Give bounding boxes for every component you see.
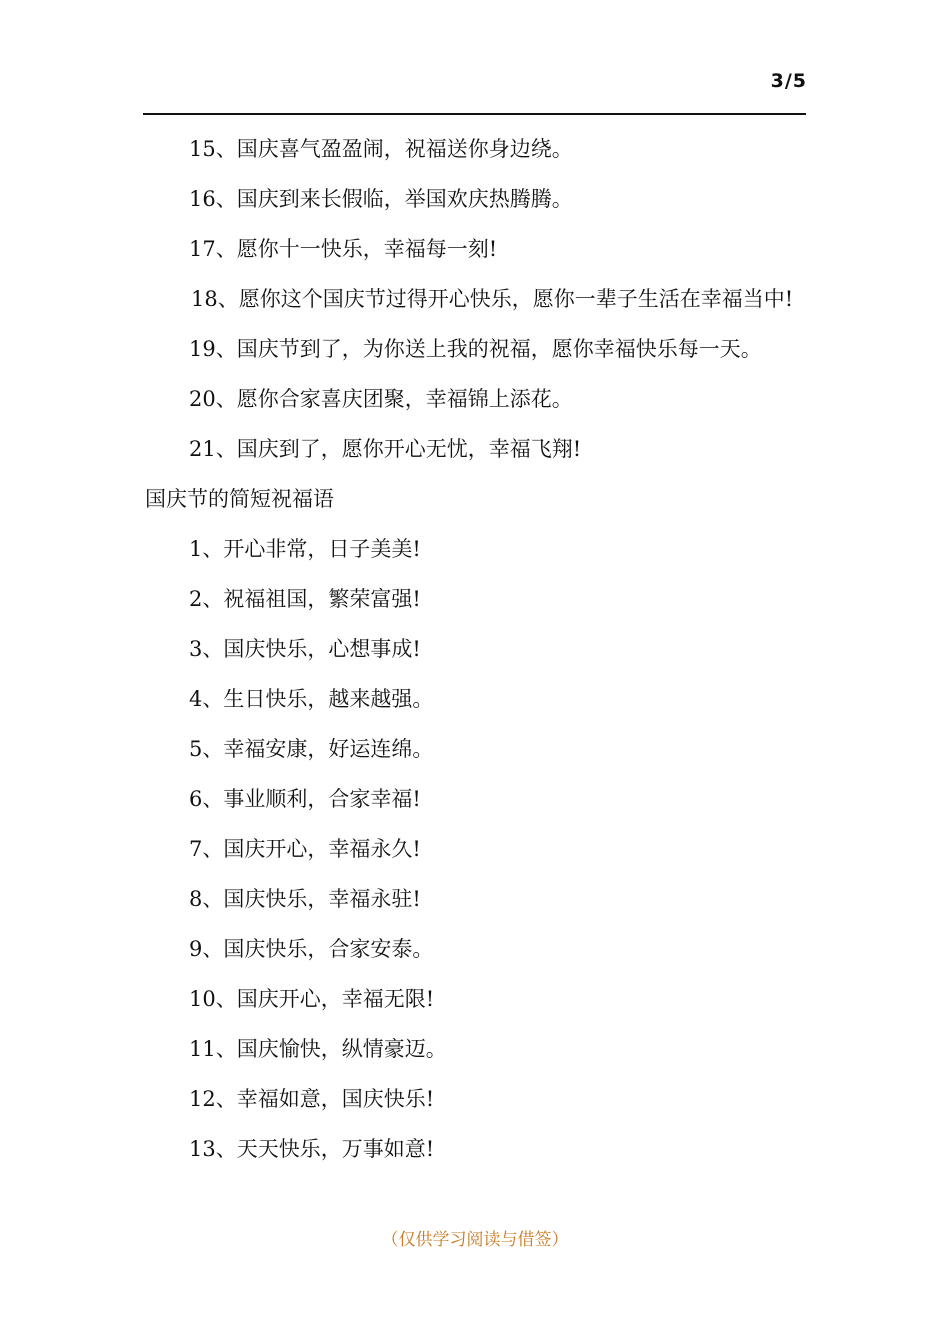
list-item: 8、国庆快乐，幸福永驻! — [189, 887, 421, 911]
list-item: 12、幸福如意，国庆快乐! — [189, 1087, 435, 1111]
list-item: 19、国庆节到了，为你送上我的祝福，愿你幸福快乐每一天。 — [189, 337, 762, 361]
header-divider — [143, 113, 806, 115]
list-item: 5、幸福安康，好运连绵。 — [189, 737, 434, 761]
list-item: 2、祝福祖国，繁荣富强! — [189, 587, 421, 611]
list-item: 9、国庆快乐，合家安泰。 — [189, 937, 434, 961]
page-number: 3/5 — [770, 70, 807, 92]
list-item: 15、国庆喜气盈盈闹，祝福送你身边绕。 — [189, 137, 573, 161]
list-item: 10、国庆开心，幸福无限! — [189, 987, 435, 1011]
list-item: 3、国庆快乐，心想事成! — [189, 637, 421, 661]
list-item: 13、天天快乐，万事如意! — [189, 1137, 435, 1161]
list-item: 4、生日快乐，越来越强。 — [189, 687, 434, 711]
list-item: 21、国庆到了，愿你开心无忧，幸福飞翔! — [189, 437, 582, 461]
list-item: 20、愿你合家喜庆团聚，幸福锦上添花。 — [189, 387, 573, 411]
footer-note: （仅供学习阅读与借签） — [381, 1230, 569, 1250]
list-item: 16、国庆到来长假临，举国欢庆热腾腾。 — [189, 187, 573, 211]
list-item: 11、国庆愉快，纵情豪迈。 — [189, 1037, 447, 1061]
list-item: 17、愿你十一快乐，幸福每一刻! — [189, 237, 498, 261]
list-item: 7、国庆开心，幸福永久! — [189, 837, 421, 861]
list-item: 18、愿你这个国庆节过得开心快乐，愿你一辈子生活在幸福当中! — [191, 287, 794, 311]
list-item: 1、开心非常，日子美美! — [189, 537, 421, 561]
section-heading: 国庆节的简短祝福语 — [145, 487, 334, 511]
document-body — [145, 124, 807, 1174]
list-item: 6、事业顺利，合家幸福! — [189, 787, 421, 811]
